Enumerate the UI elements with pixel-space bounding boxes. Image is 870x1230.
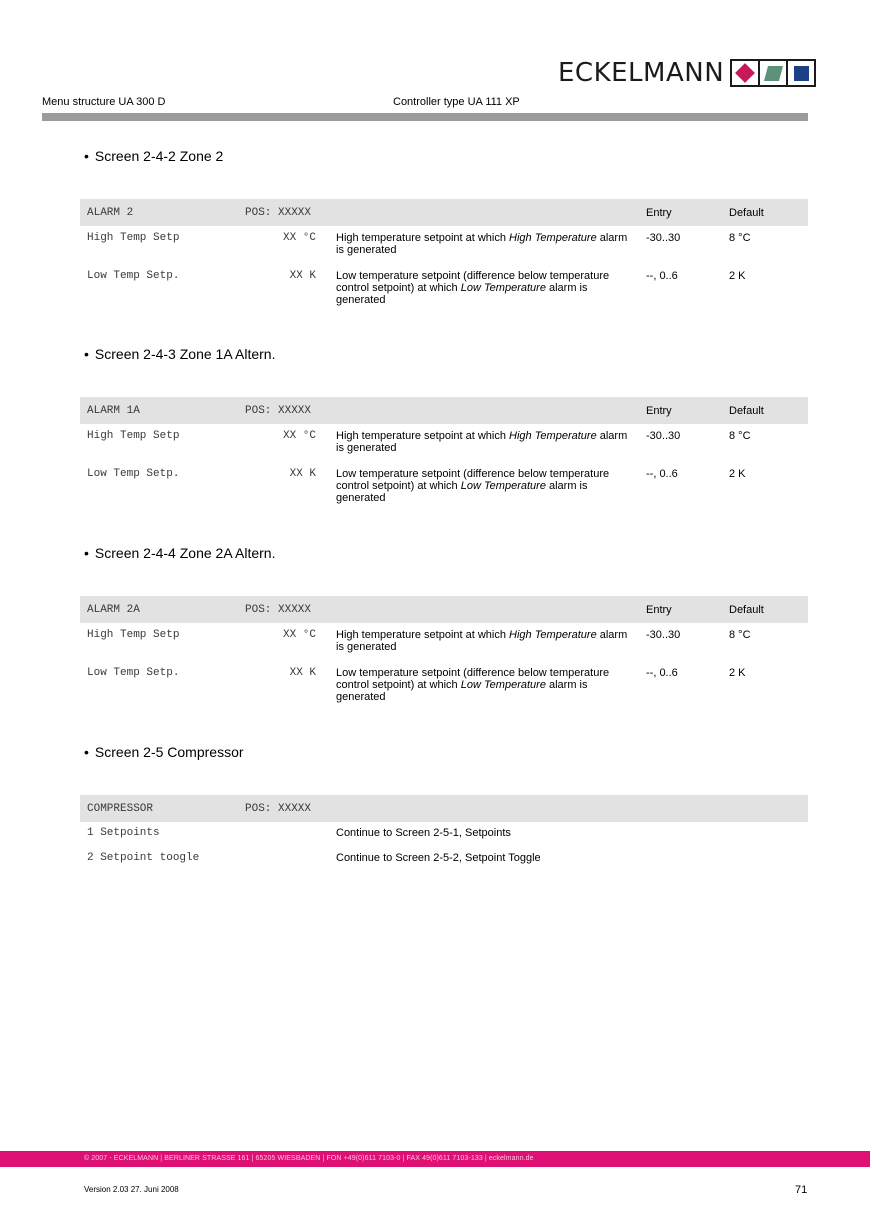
table-row [80,468,808,508]
entry-range: --, 0..6 [646,468,678,480]
diamond-icon [732,61,758,85]
default-value: 8 °C [729,232,751,244]
screen-table [80,397,808,508]
bullet-icon: • [84,148,89,164]
parameter-value: XX K [289,667,316,679]
parameter-label: Low Temp Setp. [87,468,180,480]
default-value: 8 °C [729,430,751,442]
screen-name: ALARM 1A [87,405,140,417]
eckelmann-logo [558,60,816,86]
table-row [80,232,808,270]
logo-text: ECKELMANN [558,58,725,88]
entry-range: --, 0..6 [646,667,678,679]
bullet-icon: • [84,744,89,760]
page-number: 71 [795,1184,808,1196]
parameter-description: Low temperature setpoint (difference below temperature control setpoint) at which Low Temperature alarm is generated [336,270,610,306]
screen-table [80,596,808,707]
table-row [80,827,808,852]
parameter-label: High Temp Setp [87,629,180,641]
default-header: Default [729,405,764,417]
screen-table-header [80,397,808,424]
parameter-value: XX °C [282,430,316,442]
table-row [80,667,808,707]
version-info: Version 2.03 27. Juni 2008 [84,1185,179,1194]
bullet-icon: • [84,545,89,561]
menu-option-label: 2 Setpoint toogle [87,852,200,864]
logo-mark [730,59,816,87]
parameter-label: High Temp Setp [87,430,180,442]
square-icon [786,61,814,85]
entry-range: -30..30 [646,430,681,442]
default-value: 8 °C [729,629,751,641]
entry-header: Entry [646,405,672,417]
screen-name: COMPRESSOR [87,803,154,815]
screen-table-header [80,596,808,623]
footer-contact: © 2007 - ECKELMANN | BERLINER STRASSE 161 | 65205 WIESBADEN | FON +49(0)611 7103-0 | FAX 49(0)611 7103-133 | eckelmann.de [84,1155,534,1162]
parameter-value: XX K [289,270,316,282]
section-title: • Screen 2-4-3 Zone 1A Altern. [84,346,276,362]
screen-position: POS: XXXXX [245,803,312,815]
parameter-value: XX °C [282,629,316,641]
parameter-description: Low temperature setpoint (difference below temperature control setpoint) at which Low Temperature alarm is generated [336,667,610,703]
parameter-description: High temperature setpoint at which High Temperature alarm is generated [336,232,628,256]
default-value: 2 K [729,468,746,480]
default-header: Default [729,604,764,616]
entry-range: -30..30 [646,232,681,244]
section-title: • Screen 2-5 Compressor [84,744,244,760]
default-header: Default [729,207,764,219]
table-row [80,270,808,310]
parameter-label: Low Temp Setp. [87,270,180,282]
screen-position: POS: XXXXX [245,207,312,219]
parameter-label: High Temp Setp [87,232,180,244]
menu-option-label: 1 Setpoints [87,827,160,839]
header-divider [42,113,808,121]
menu-option-description: Continue to Screen 2-5-2, Setpoint Toggle [336,852,541,864]
default-value: 2 K [729,667,746,679]
screen-table [80,795,808,872]
bullet-icon: • [84,346,89,362]
parameter-description: High temperature setpoint at which High Temperature alarm is generated [336,430,628,454]
entry-range: -30..30 [646,629,681,641]
header-document-title: Menu structure UA 300 D [42,96,166,108]
entry-header: Entry [646,207,672,219]
screen-name: ALARM 2 [87,207,134,219]
header-controller-type: Controller type UA 111 XP [393,96,520,108]
parameter-description: High temperature setpoint at which High Temperature alarm is generated [336,629,628,653]
table-row [80,629,808,667]
default-value: 2 K [729,270,746,282]
menu-option-description: Continue to Screen 2-5-1, Setpoints [336,827,511,839]
table-row [80,852,808,872]
section-title: • Screen 2-4-2 Zone 2 [84,148,224,164]
section-title: • Screen 2-4-4 Zone 2A Altern. [84,545,276,561]
parallelogram-icon [758,61,786,85]
parameter-value: XX °C [282,232,316,244]
parameter-value: XX K [289,468,316,480]
entry-range: --, 0..6 [646,270,678,282]
screen-table-header [80,795,808,822]
screen-table [80,199,808,310]
screen-position: POS: XXXXX [245,405,312,417]
parameter-label: Low Temp Setp. [87,667,180,679]
screen-table-header [80,199,808,226]
table-row [80,430,808,468]
screen-name: ALARM 2A [87,604,140,616]
entry-header: Entry [646,604,672,616]
screen-position: POS: XXXXX [245,604,312,616]
parameter-description: Low temperature setpoint (difference below temperature control setpoint) at which Low Temperature alarm is generated [336,468,610,504]
